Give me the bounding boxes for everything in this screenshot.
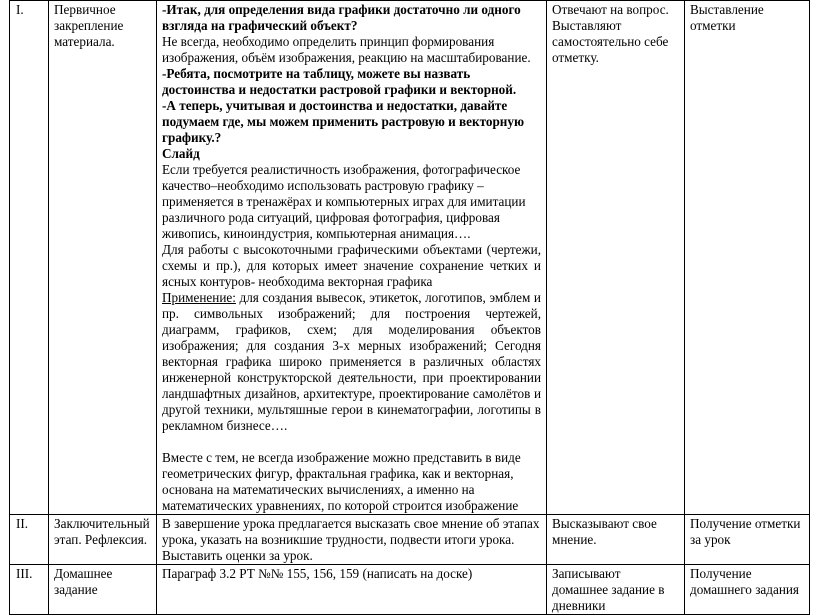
stage-content: В завершение урока предлагается высказать свое мнение об этапах урока, указать на возникшие трудности, подвести итоги урока. Выставить оценки за урок.	[157, 515, 547, 565]
application-paragraph	[162, 290, 541, 434]
raster-usage-text: Если требуется реалистичность изображения, фотографическое качество–необходимо использовать растровую графику –применяется в тренажёрах и компьютерных играх для имитации различного рода ситуаций, цифровая фотография, цифровая живопись, киноиндустрия, компьютерная анимация….	[162, 162, 526, 241]
teacher-question: -Ребята, посмотрите на таблицу, можете вы назвать достоинства и недостатки растровой графики и векторной.	[162, 66, 517, 97]
stage-name: Заключительный этап. Рефлексия.	[49, 515, 157, 565]
table-row	[10, 565, 810, 615]
lesson-plan-table	[9, 0, 810, 615]
teacher-question: -А теперь, учитывая и достоинства и недостатки, давайте подумаем где, мы можем применить растровую и векторную графику.?	[162, 98, 525, 145]
answer-text: Не всегда, необходимо определить принцип формирования изображения, объём изображения, реакцию на масштабирование.	[162, 34, 531, 65]
stage-number: II.	[10, 515, 49, 565]
student-activity: Высказывают свое мнение.	[547, 515, 685, 565]
stage-result: Получение отметки за урок	[685, 515, 810, 565]
stage-name: Домашнее задание	[49, 565, 157, 615]
table-row	[10, 515, 810, 565]
stage-content: Параграф 3.2 РТ №№ 155, 156, 159 (написать на доске)	[157, 565, 547, 615]
slide-label: Слайд	[162, 146, 200, 161]
student-activity: Отвечают на вопрос. Выставляют самостоятельно себе отметку.	[547, 1, 685, 515]
stage-content	[157, 1, 547, 515]
table-row	[10, 1, 810, 515]
spacer	[162, 434, 541, 450]
teacher-question: -Итак, для определения вида графики достаточно ли одного взгляда на графический объект?	[162, 2, 521, 33]
application-text: для создания вывесок, этикеток, логотипов, эмблем и пр. символьных изображений; для построения чертежей, диаграмм, графиков, схем; для моделирования объектов изображения; для создания 3-х мерных изображений; Сегодня векторная графика широко применяется в различных областях инженерной конструкторской деятельности, при проектировании ландшафтных дизайнов, архитектуре, проектирование самолётов и другой техники, мультяшные герои в кинематографии, логотипы в рекламном бизнесе….	[162, 290, 541, 433]
student-activity: Записывают домашнее задание в дневники	[547, 565, 685, 615]
application-label: Применение:	[162, 290, 236, 305]
stage-name: Первичное закрепление материала.	[49, 1, 157, 515]
stage-result: Выставление отметки	[685, 1, 810, 515]
stage-result: Получение домашнего задания	[685, 565, 810, 615]
vector-usage-text: Для работы с высокоточными графическими объектами (чертежи, схемы и пр.), для которых имеет значение сохранение четких и ясных контуров- необходима векторная графика	[162, 242, 541, 289]
stage-number: III.	[10, 565, 49, 615]
stage-number: I.	[10, 1, 49, 515]
fractal-text: Вместе с тем, не всегда изображение можно представить в виде геометрических фигур, фрактальная графика, как и векторная, основана на математических вычислениях, а именно на математических уравнениях, по которой строится изображение	[162, 450, 521, 513]
